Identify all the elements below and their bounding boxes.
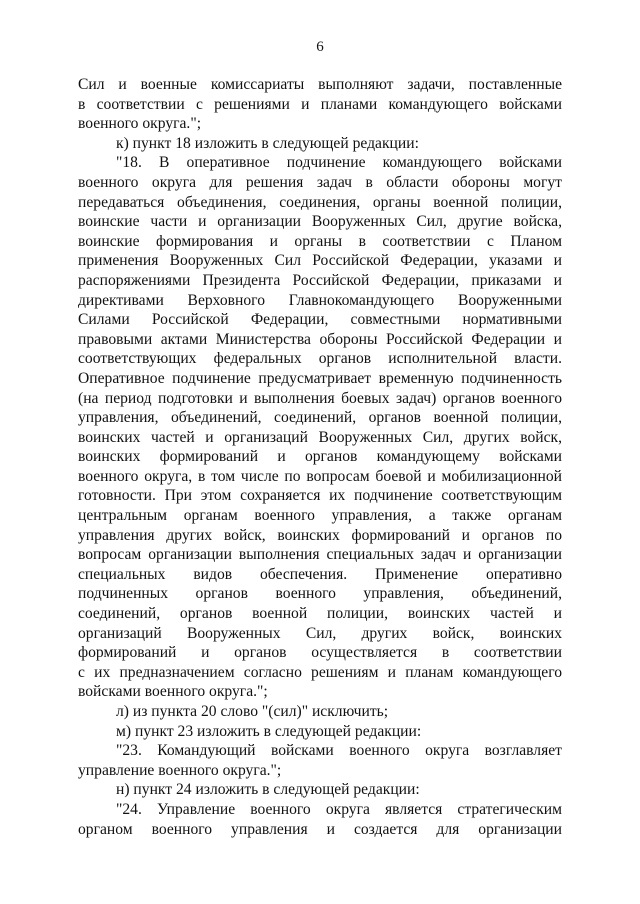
text-line: "23. Командующий войсками военного округа возглавляет [116,742,562,760]
text-line: управление военного округа."; [78,761,282,779]
text-line: воинские части и организации Вооруженных Сил, другие войска, [78,213,562,231]
text-line: с их предназначением согласно решениям и планам командующего [78,663,562,681]
text-line: организаций Вооруженных Сил, других войск, воинских [78,624,562,642]
text-line: подчиненных органов военного управления, объединений, [78,585,562,603]
text-line: соединений, органов военной полиции, воинских частей и [78,605,562,623]
text-line: л) из пункта 20 слово "(сил)" исключить; [116,703,389,720]
text-line: Силами Российской Федерации, совместными нормативными [78,311,562,329]
text-line: военного округа."; [78,115,202,133]
text-line: готовности. При этом сохраняется их подчинение соответствующим [78,487,562,505]
text-line: м) пункт 23 изложить в следующей редакции: [116,722,422,740]
text-line: воинских формирований и органов командующему войсками [78,448,562,466]
text-line: военного округа для решения задач в области обороны могут [78,173,562,191]
text-line: вопросам организации выполнения специальных задач и организации [78,546,562,564]
text-line: Сил и военные комиссариаты выполняют задачи, поставленные [78,76,562,93]
text-line: н) пункт 24 изложить в следующей редакции: [116,781,420,799]
text-line: правовыми актами Министерства обороны Российской Федерации и [78,330,562,348]
text-line: управления других войск, воинских формирований и органов по [78,526,562,544]
document-body [78,75,562,839]
text-line: Оперативное подчинение предусматривает временную подчиненность [78,369,562,387]
text-line: в соответствии с решениями и планами командующего войсками [78,95,562,113]
text-line: войсками военного округа."; [78,683,268,701]
text-line: "18. В оперативное подчинение командующего войсками [116,154,562,172]
text-line: соответствующих федеральных органов исполнительной власти. [78,350,562,368]
text-line: центральным органам военного управления, а также органам [78,507,562,525]
text-line: специальных видов обеспечения. Применение оперативно [78,565,562,583]
text-line: (на период подготовки и выполнения боевых задач) органов военного [78,389,562,407]
text-line: к) пункт 18 изложить в следующей редакции: [116,134,419,152]
text-line: директивами Верховного Главнокомандующего Вооруженными [78,291,562,309]
text-line: распоряжениями Президента Российской Федерации, приказами и [78,271,562,289]
text-line: военного округа, в том числе по вопросам боевой и мобилизационной [78,467,562,485]
page-number: 6 [316,39,324,55]
text-line: передаваться объединения, соединения, органы военной полиции, [78,193,562,211]
text-line: воинских частей и организаций Вооруженных Сил, других войск, [78,428,562,446]
text-line: воинские формирования и органы в соответствии с Планом [78,232,562,250]
text-line: применения Вооруженных Сил Российской Федерации, указами и [78,252,562,270]
text-line: формирований и органов осуществляется в соответствии [78,644,562,662]
text-line: "24. Управление военного округа является стратегическим [116,800,562,818]
text-line: управления, объединений, соединений, органов военной полиции, [78,409,562,427]
text-line: органом военного управления и создается для организации [78,820,562,838]
